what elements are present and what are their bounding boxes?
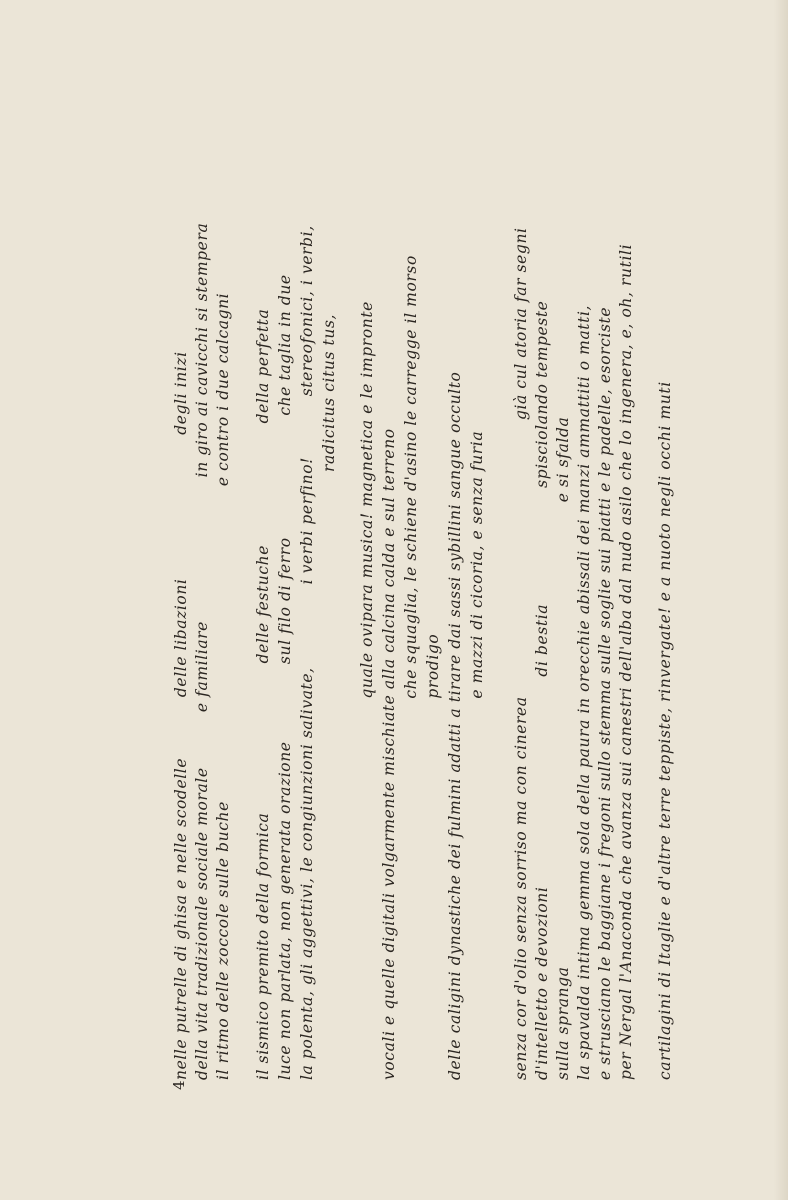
poem-line: prodigo: [424, 633, 442, 1080]
poem-line: per Nergal l'Anaconda che avanza sui canestri dell'alba dal nudo asilo che lo ingenera, e, oh, rutili: [617, 243, 635, 1080]
poem-line: il sismico premito della formica delle festuche della perfetta: [254, 308, 272, 1080]
poem-line: la polenta, gli aggettivi, le congiunzioni salivate, i verbi perfino! stereofonici, i verbi,: [298, 225, 316, 1080]
poem-line: la spavalda intima gemma sola della paura in orecchie abissali dei manzi ammattiti o matti,: [575, 304, 593, 1080]
poem-line: nelle putrelle di ghisa e nelle scodelle delle libazioni degli inizi: [172, 351, 190, 1080]
poem-line: delle caligini dynastiche dei fulmini adatti a tirare dai sassi sybillini sangue occulto: [446, 371, 464, 1080]
poem-line: che squaglia, le schiene d'asino le carregge il morso: [402, 255, 420, 1080]
poem-line: luce non parlata, non generata orazione sul filo di ferro che taglia in due: [276, 274, 294, 1080]
poem-line: e mazzi di cicoria, e senza furia: [468, 430, 486, 1080]
poem-line: vocali e quelle digitali volgarmente mischiate alla calcina calda e sul terreno: [380, 428, 398, 1080]
poem-line: radicitus citus tus,: [320, 313, 338, 1080]
poem-line: cartilagini di Itaglie e d'altre terre teppiste, rinvergate! e a nuoto negli occhi muti: [656, 381, 674, 1080]
poem-line: e strusciano le baggiane i fregoni sullo stemma sulle soglie sui piatti e le padelle, esorciste: [596, 306, 614, 1080]
poem-line: d'intelletto e devozioni di bestia spisciolando tempeste: [533, 300, 551, 1080]
poem-line: il ritmo delle zoccole sulle buche e contro i due calcagni: [214, 292, 232, 1080]
poem-line: quale ovipara musica! magnetica e le impronte: [358, 301, 376, 1080]
poem-line: della vita tradizionale sociale morale e familiare in giro ai cavicchi si stempera: [193, 222, 211, 1080]
page-number: 4: [170, 1080, 188, 1090]
poem-line: senza cor d'olio senza sorriso ma con cinerea già cul atoria far segni: [512, 227, 530, 1080]
poem-line: sulla spranga e si sfalda: [554, 416, 572, 1080]
